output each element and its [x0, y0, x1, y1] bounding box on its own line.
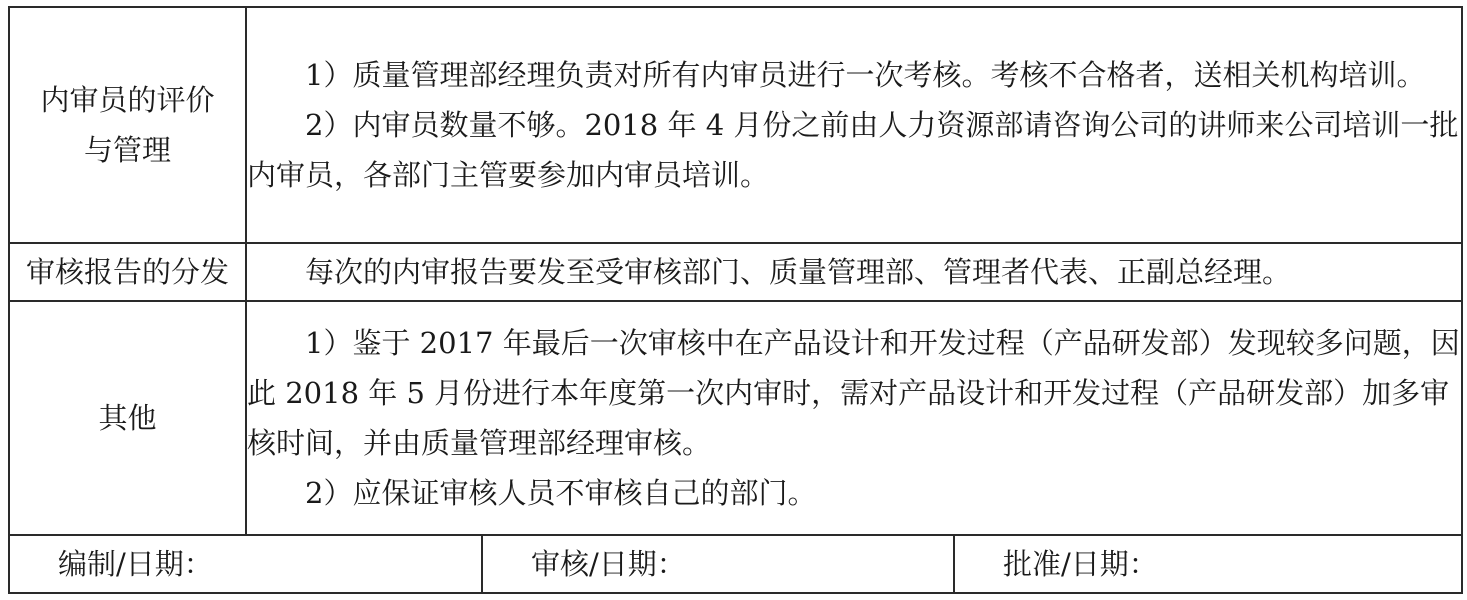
audit-plan-table: [8, 6, 1463, 594]
table-row: [9, 301, 1462, 535]
row-label-line: 内审员的评价: [40, 83, 215, 117]
row-label-line: 其他: [98, 401, 157, 435]
row-label-line: 与管理: [83, 133, 171, 167]
content-paragraph: 1）鉴于 2017 年最后一次审核中在产品设计和开发过程（产品研发部）发现较多问题，因此 2018 年 5 月份进行本年度第一次内审时，需对产品设计和开发过程（产品研发部）加多审核时间，并由质量管理部经理审核。: [247, 326, 1460, 460]
approved-by-date: 批准/日期：: [954, 535, 1462, 593]
table-row: [9, 7, 1462, 243]
content-paragraph: 2）应保证审核人员不审核自己的部门。: [305, 476, 817, 510]
table-row: [9, 243, 1462, 301]
row-label-line: 审核报告的分发: [25, 255, 229, 289]
reviewed-by-date: 审核/日期：: [482, 535, 954, 593]
prepared-by-date: 编制/日期：: [9, 535, 482, 593]
row-content-report-distribution: [246, 243, 1462, 301]
content-paragraph: 1）质量管理部经理负责对所有内审员进行一次考核。考核不合格者，送相关机构培训。: [305, 58, 1426, 92]
row-label-other: [9, 301, 246, 535]
row-content-auditor-evaluation: [246, 7, 1462, 243]
row-label-auditor-evaluation: [9, 7, 246, 243]
row-label-report-distribution: [9, 243, 246, 301]
content-paragraph: 每次的内审报告要发至受审核部门、质量管理部、管理者代表、正副总经理。: [305, 255, 1292, 289]
content-paragraph: 2）内审员数量不够。2018 年 4 月份之前由人力资源部请咨询公司的讲师来公司培训一批内审员，各部门主管要参加内审员培训。: [247, 108, 1459, 192]
row-content-other: [246, 301, 1462, 535]
signature-row: [9, 535, 1462, 593]
